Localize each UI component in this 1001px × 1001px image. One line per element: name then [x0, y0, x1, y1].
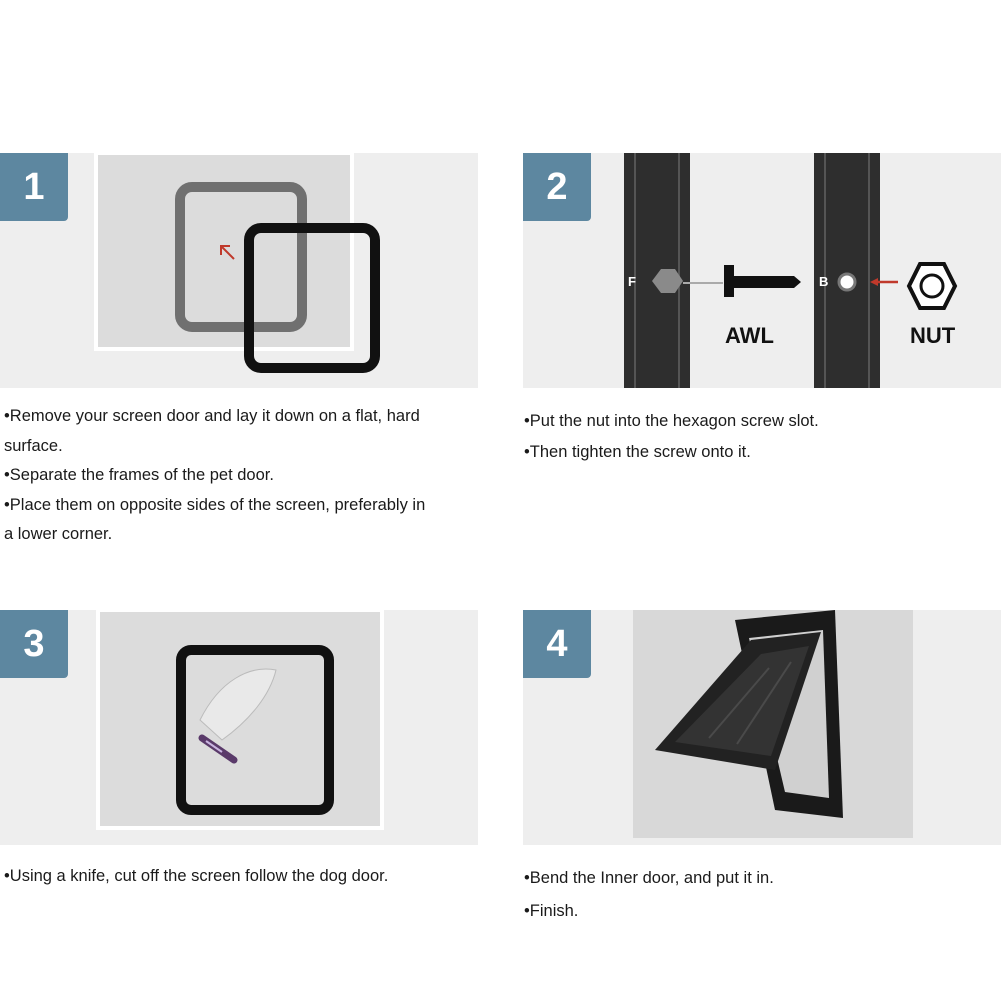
step-2-panel [523, 153, 1001, 388]
step-3-panel [0, 610, 478, 845]
step-2-instructions [524, 406, 994, 468]
step-3-line: •Using a knife, cut off the screen follow the dog door. [4, 867, 389, 885]
step-1-line: •Separate the frames of the pet door. [4, 466, 274, 484]
step-1-illustration [0, 153, 478, 388]
back-frame-post [814, 153, 880, 388]
step-1-line: a lower corner. [4, 525, 113, 543]
step-3-badge: 3 [0, 610, 68, 678]
nut-icon [909, 264, 955, 308]
step-1-line: •Remove your screen door and lay it down on a flat, hard [4, 407, 420, 425]
step-1-instructions [4, 402, 474, 550]
step-4-line: •Finish. [524, 902, 579, 920]
step-3-illustration [0, 610, 478, 845]
step-2-illustration [523, 153, 1001, 388]
front-frame-post [624, 153, 690, 388]
step-4-instructions [524, 862, 994, 928]
step-2-badge: 2 [523, 153, 591, 221]
step-4-badge: 4 [523, 610, 591, 678]
back-label: B [819, 274, 829, 289]
step-1-line: •Place them on opposite sides of the screen, preferably in [4, 495, 426, 514]
step-1-badge: 1 [0, 153, 68, 221]
step-4-panel [523, 610, 1001, 845]
step-4-illustration [523, 610, 1001, 845]
step-1-line: surface. [4, 436, 63, 455]
step-1-panel [0, 153, 478, 388]
step-3-instructions [4, 862, 474, 892]
nut-label: NUT [910, 323, 956, 348]
step-4-line: •Bend the Inner door, and put it in. [524, 869, 774, 887]
awl-icon [724, 265, 801, 297]
step-2-line: •Put the nut into the hexagon screw slot. [524, 412, 819, 430]
screw-hole-icon [839, 274, 855, 290]
step-2-line: •Then tighten the screw onto it. [524, 443, 751, 461]
front-label: F [628, 274, 636, 289]
awl-label: AWL [725, 323, 774, 348]
